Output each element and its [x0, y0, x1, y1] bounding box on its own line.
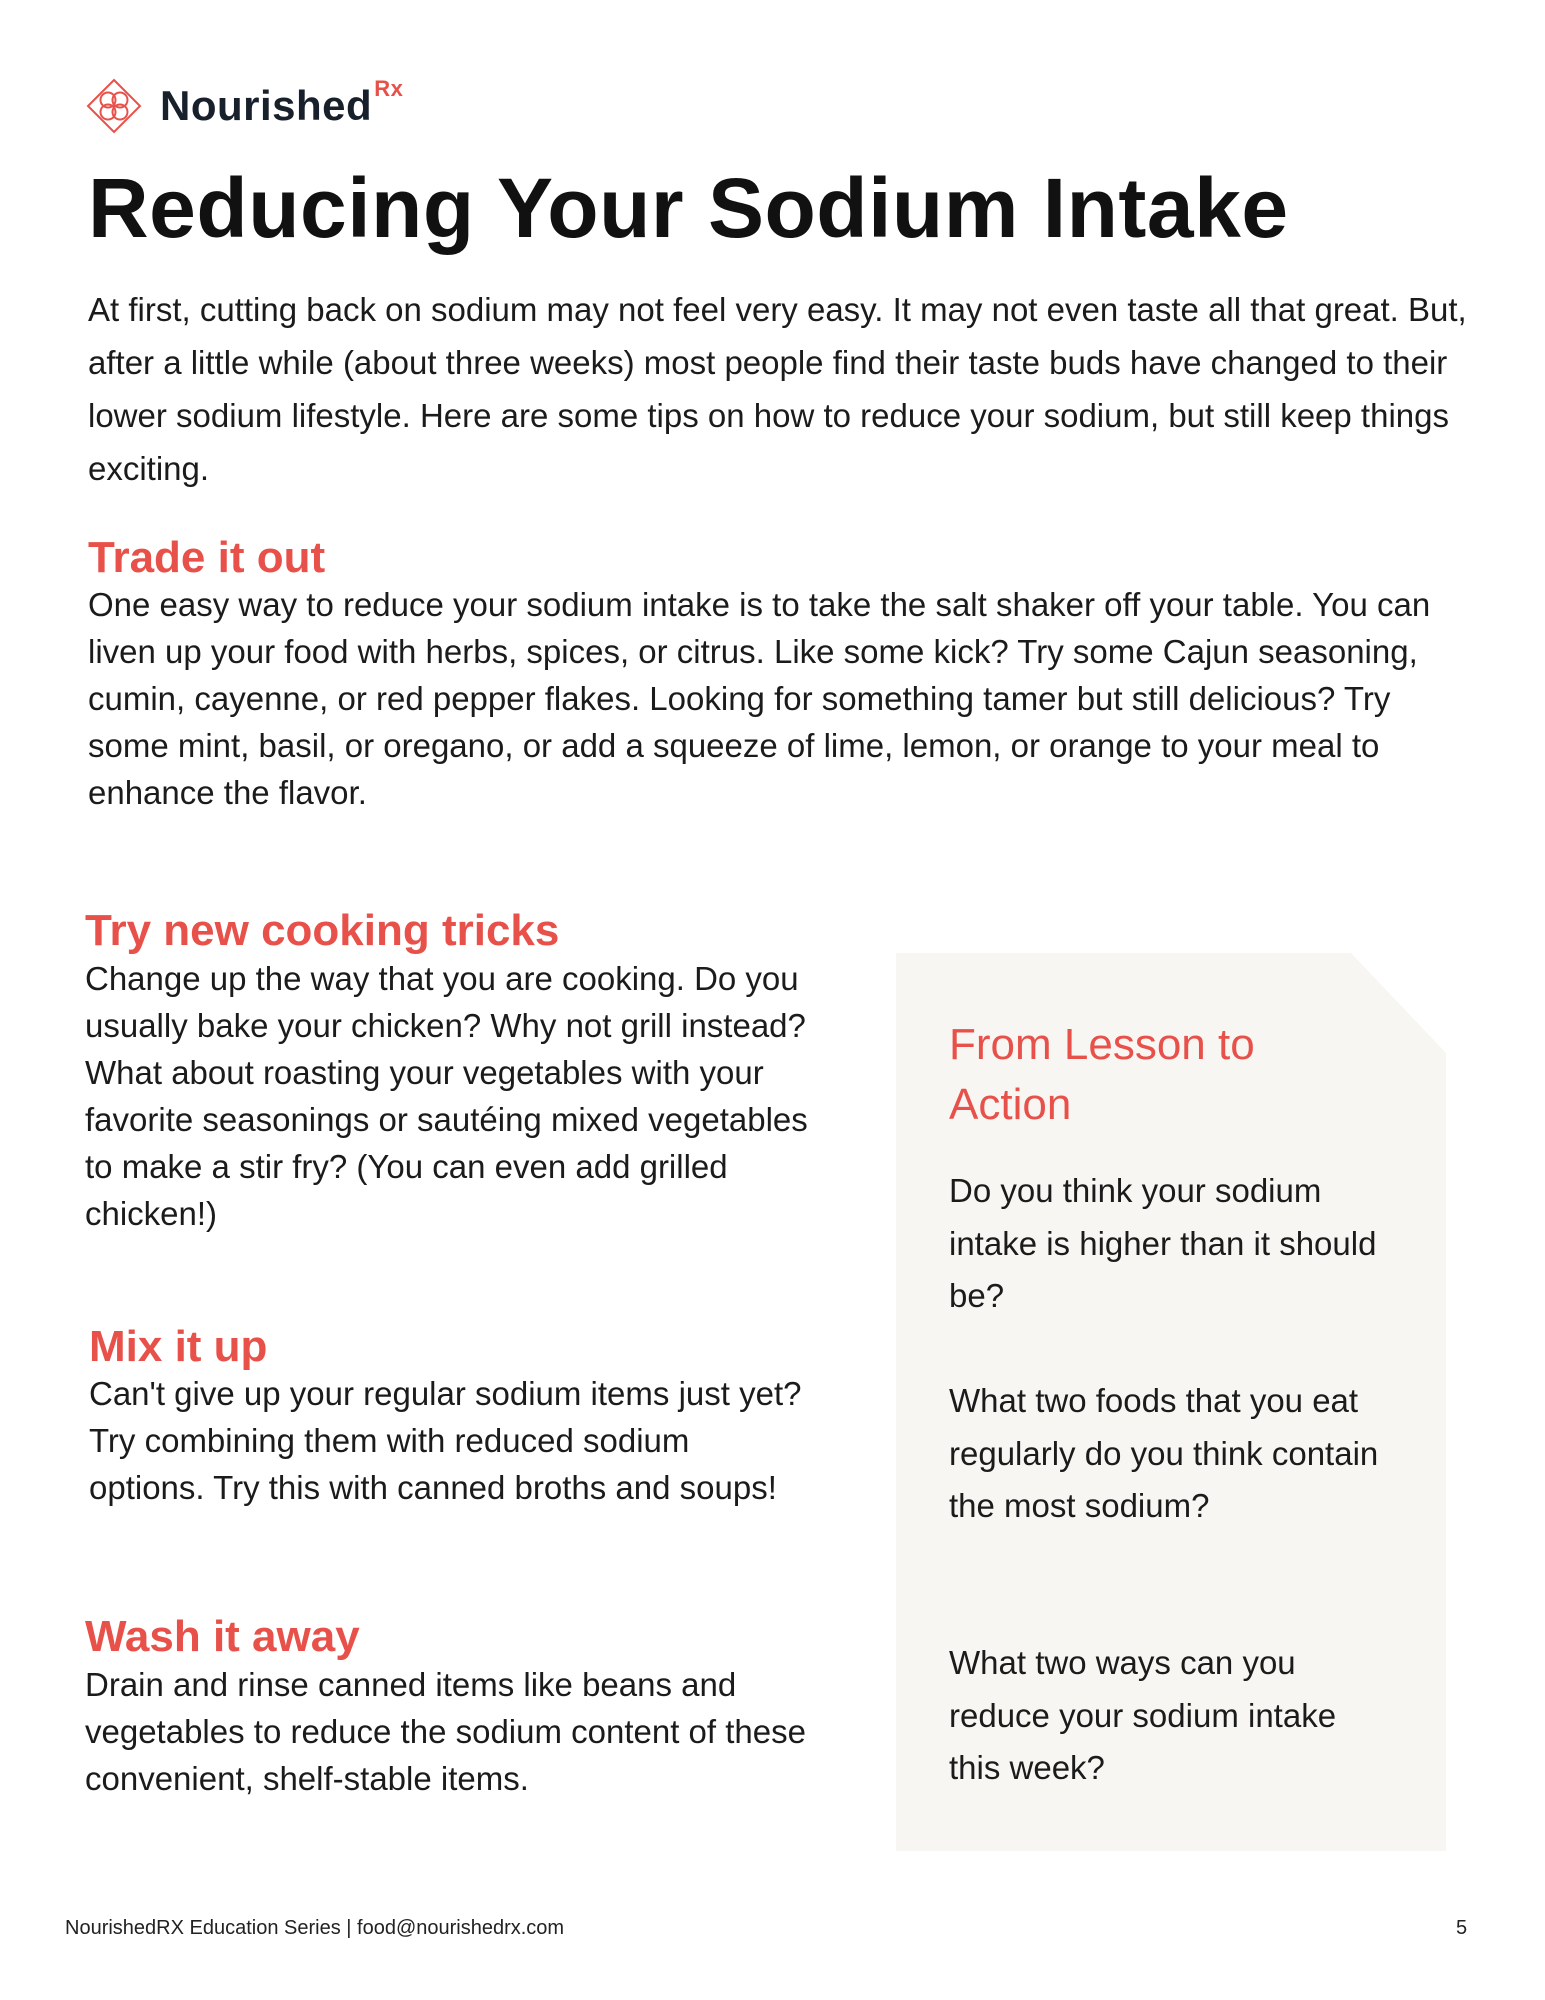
footer-text: NourishedRX Education Series | food@nourishedrx.com [65, 1917, 565, 1939]
intro-paragraph: At first, cutting back on sodium may not feel very easy. It may not even taste all that great. But, after a little while (about three weeks) most people find their taste buds have changed to their lower sodium lifestyle. Here are some tips on how to reduce your sodium, but still keep things exciting. [88, 291, 1467, 487]
flower-logo-icon [86, 78, 142, 134]
lesson-action-heading: From Lesson to Action [949, 1020, 1255, 1129]
section-heading-mix: Mix it up [89, 1322, 268, 1371]
section-body-mix: Can't give up your regular sodium items just yet? Try combining them with reduced sodium options. Try this with canned broths and soups! [89, 1375, 802, 1506]
section-heading-cooking: Try new cooking tricks [85, 906, 560, 955]
brand-logo [86, 78, 403, 134]
question-1: Do you think your sodium intake is higher than it should be? [949, 1172, 1377, 1314]
brand-name: Nourished$^{Rx}$ [160, 76, 404, 129]
page-number: 5 [1456, 1917, 1468, 1939]
section-heading-trade: Trade it out [88, 533, 326, 582]
section-body-trade: One easy way to reduce your sodium intake is to take the salt shaker off your table. You can liven up your food with herbs, spices, or citrus. Like some kick? Try some Cajun seasoning, cumin, cayenne, or red pepper flakes. Looking for something tamer but still delicious? Try some mint, basil, or oregano, or add a squeeze of lime, lemon, or orange to your meal to enhance the flavor. [88, 586, 1431, 811]
question-3: What two ways can you reduce your sodium intake this week? [949, 1644, 1337, 1786]
section-body-cooking: Change up the way that you are cooking. Do you usually bake your chicken? Why not grill instead? What about roasting your vegetables with your favorite seasonings or sautéing mixed vegetables to make a stir fry? (You can even add grilled chicken!) [85, 960, 808, 1232]
section-heading-wash: Wash it away [85, 1612, 360, 1661]
section-body-wash: Drain and rinse canned items like beans and vegetables to reduce the sodium content of these convenient, shelf-stable items. [85, 1666, 806, 1797]
question-2: What two foods that you eat regularly do you think contain the most sodium? [949, 1382, 1379, 1524]
page-title: Reducing Your Sodium Intake [88, 161, 1289, 255]
